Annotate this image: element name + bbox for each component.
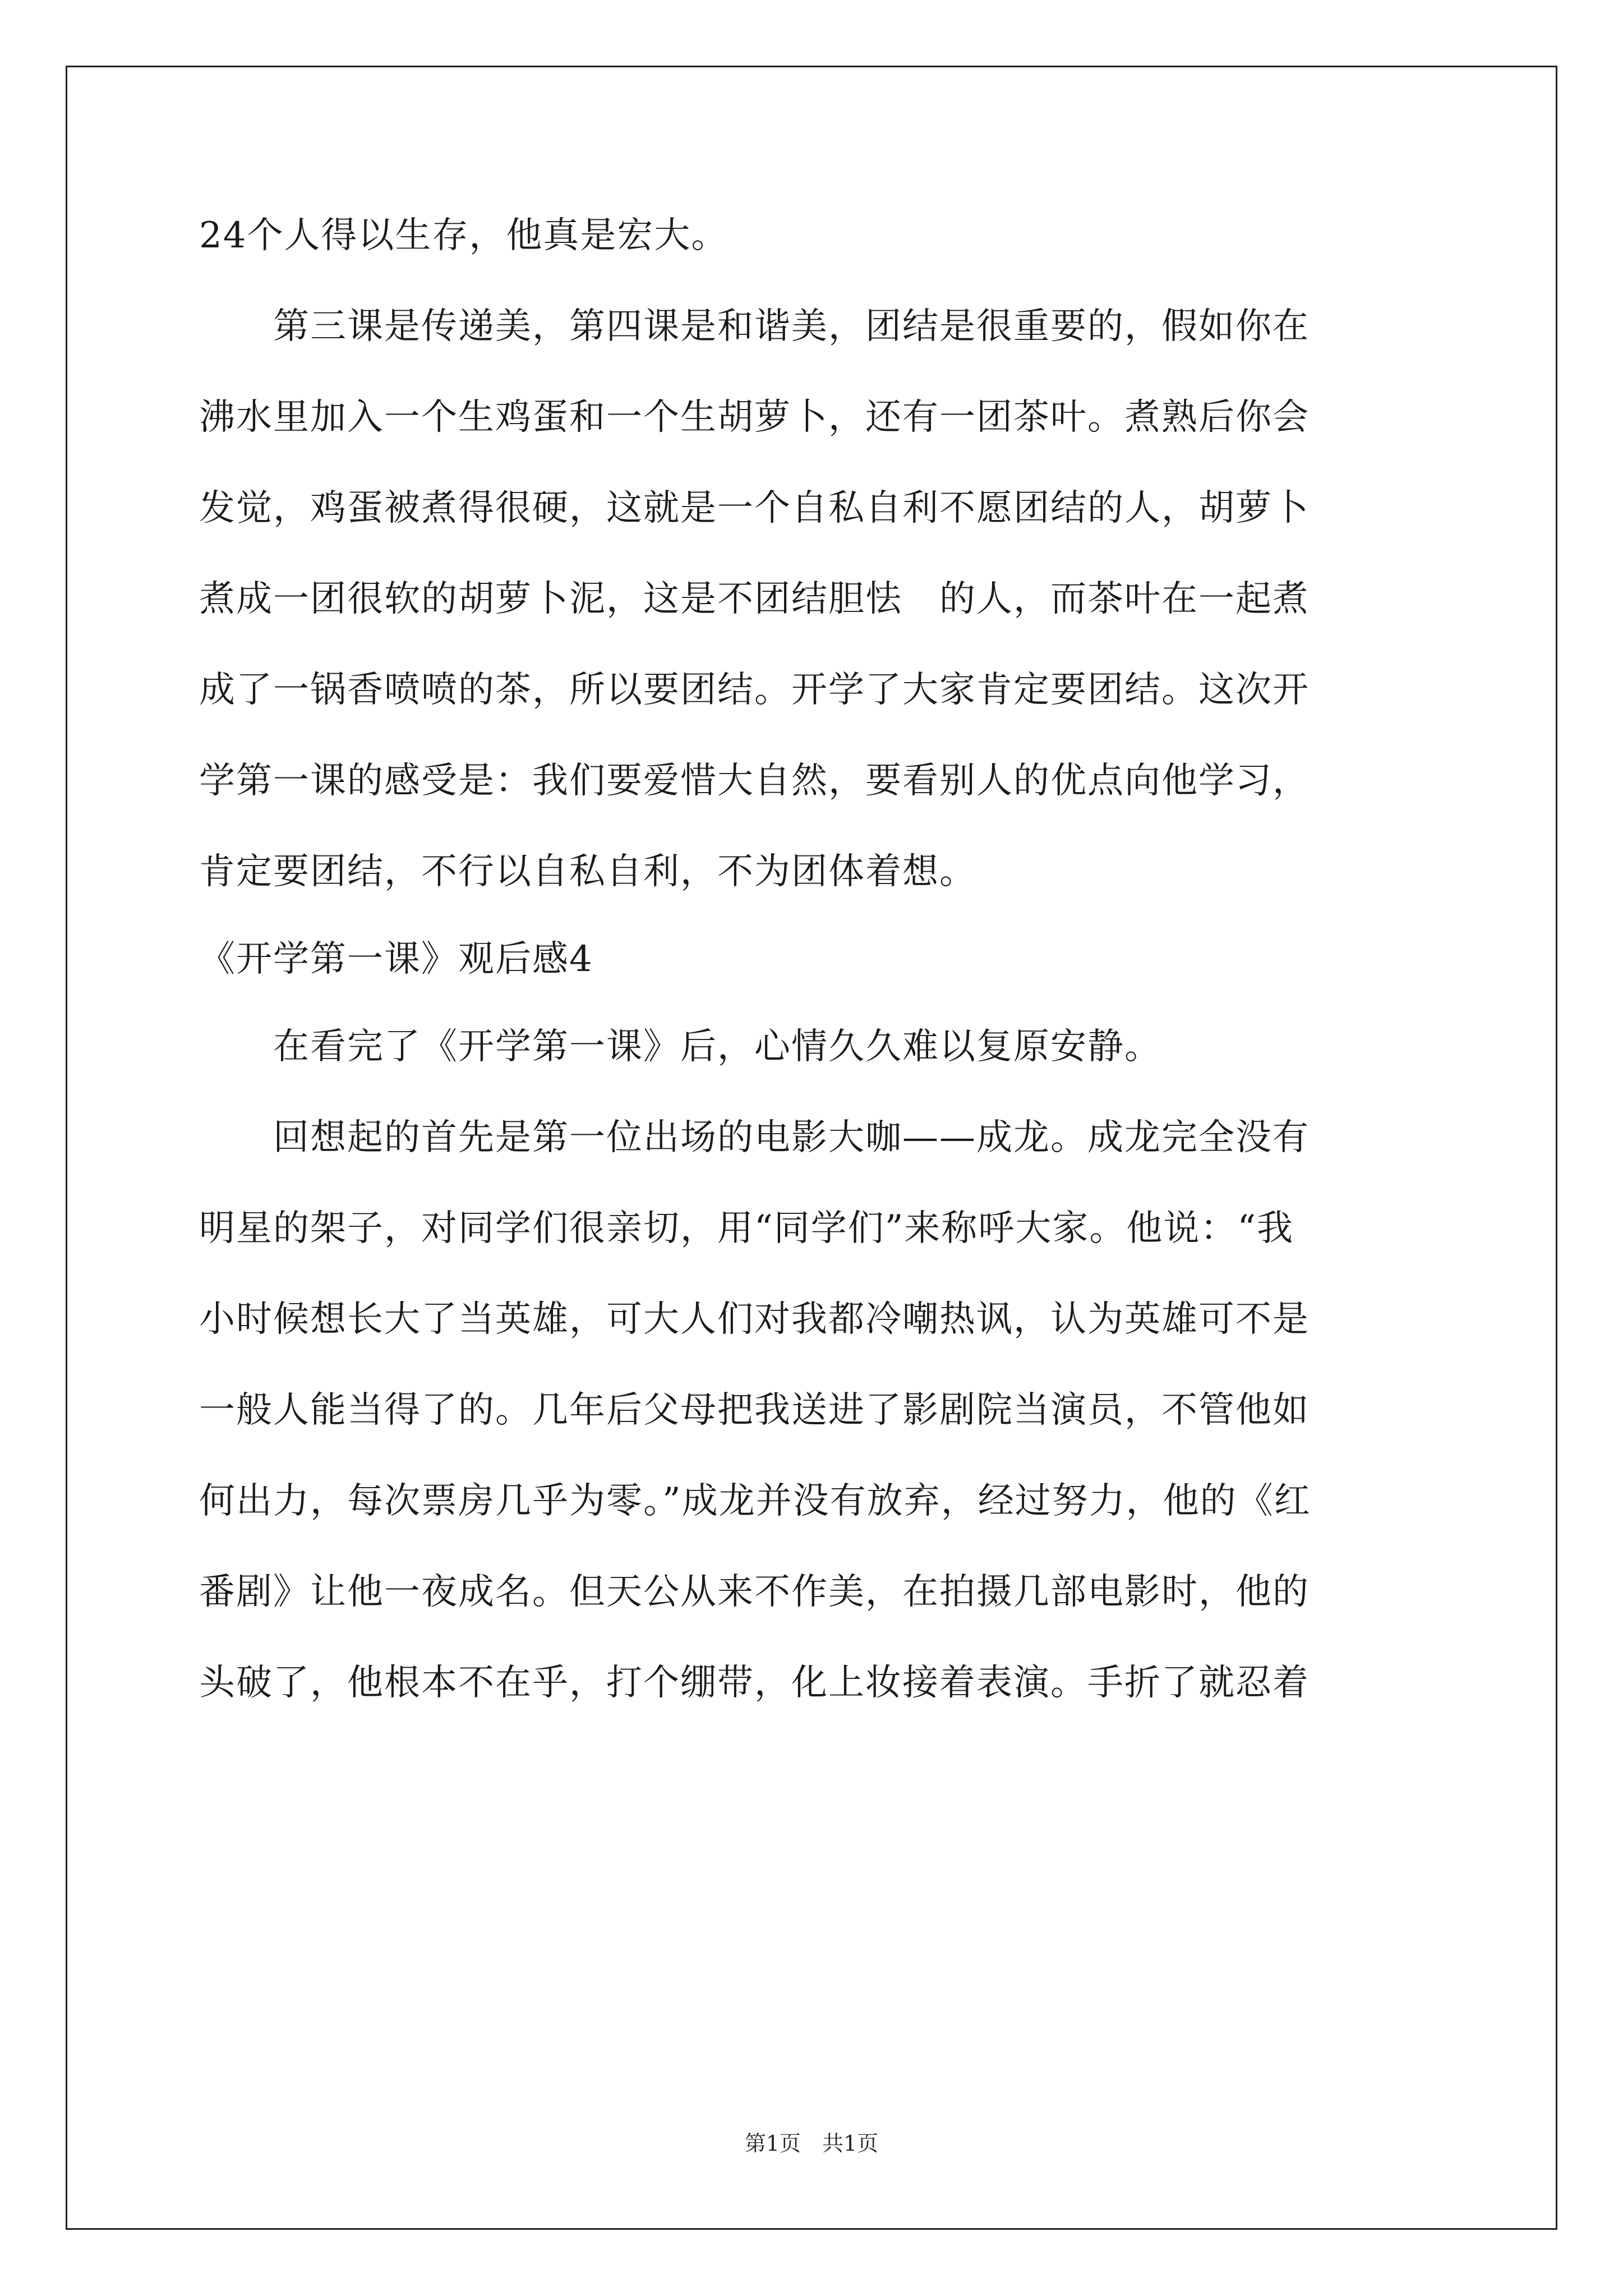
text-line: 番剧》让他一夜成名。但天公从来不作美，在拍摄几部电影时，他的 xyxy=(199,1571,1310,1613)
page-footer: 第1页 共1页 xyxy=(744,2131,879,2156)
text-line: 一般人能当得了的。几年后父母把我送进了影剧院当演员，不管他如 xyxy=(199,1389,1310,1431)
text-line: 肯定要团结，不行以自私自利，不为团体着想。 xyxy=(199,851,976,892)
text-line: 沸水里加入一个生鸡蛋和一个生胡萝卜，还有一团茶叶。煮熟后你会 xyxy=(199,397,1310,438)
text-line: 在看完了《开学第一课》后，心情久久难以复原安静。 xyxy=(199,1026,1161,1068)
text-line: 第三课是传递美，第四课是和谐美，团结是很重要的，假如你在 xyxy=(199,306,1310,347)
text-line: 明星的架子，对同学们很亲切，用“同学们”来称呼大家。他说：“我 xyxy=(199,1208,1294,1249)
text-line: 24个人得以生存，他真是宏大。 xyxy=(199,215,728,256)
text-line: 成了一锅香喷喷的茶，所以要团结。开学了大家肯定要团结。这次开 xyxy=(199,669,1310,711)
text-line: 何出力，每次票房几乎为零。”成龙并没有放弃，经过努力，他的《红 xyxy=(199,1480,1311,1522)
section-heading: 《开学第一课》观后感4 xyxy=(199,938,593,980)
text-line: 头破了，他根本不在乎，打个绷带，化上妆接着表演。手折了就忍着 xyxy=(199,1662,1310,1704)
text-line: 回想起的首先是第一位出场的电影大咖——成龙。成龙完全没有 xyxy=(199,1117,1310,1158)
text-line: 学第一课的感受是：我们要爱惜大自然，要看别人的优点向他学习， xyxy=(199,760,1310,802)
text-line: 煮成一团很软的胡萝卜泥，这是不团结胆怯 的人，而茶叶在一起煮 xyxy=(199,578,1310,620)
text-line: 发觉，鸡蛋被煮得很硬，这就是一个自私自利不愿团结的人，胡萝卜 xyxy=(199,487,1310,529)
text-line: 小时候想长大了当英雄，可大人们对我都冷嘲热讽，认为英雄可不是 xyxy=(199,1299,1310,1340)
